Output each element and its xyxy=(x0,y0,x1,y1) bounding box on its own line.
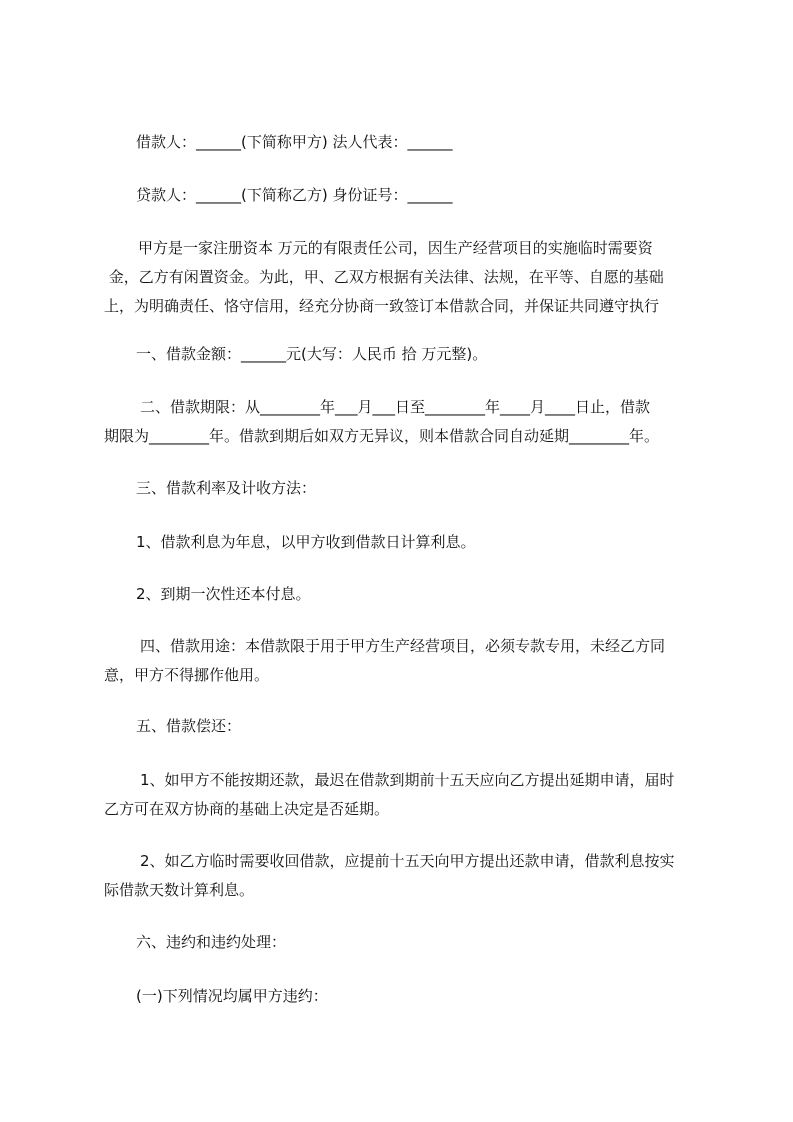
clause-5-item-2-line-1: 2、如乙方临时需要收回借款，应提前十五天向甲方提出还款申请，借款利息按实 xyxy=(140,852,675,870)
clause-3-item-2: 2、到期一次性还本付息。 xyxy=(136,585,311,603)
lender-line: 贷款人：______(下简称乙方) 身份证号：______ xyxy=(136,186,453,204)
clause-5-heading: 五、借款偿还： xyxy=(136,717,242,735)
clause-4-line-2: 意，甲方不得挪作他用。 xyxy=(104,666,270,684)
borrower-line: 借款人：______(下简称甲方) 法人代表：______ xyxy=(136,133,453,151)
clause-2-term-line-1: 二、借款期限：从________年___月___日至________年____月____日止，借款 xyxy=(140,398,651,416)
clause-5-item-2-line-2: 际借款天数计算利息。 xyxy=(104,881,255,899)
intro-line-2: 金，乙方有闲置资金。为此，甲、乙双方根据有关法律、法规，在平等、自愿的基础 xyxy=(104,268,664,286)
clause-6-heading: 六、违约和违约处理： xyxy=(136,933,287,951)
clause-3-heading: 三、借款利率及计收方法： xyxy=(136,479,317,497)
clause-5-item-1-line-2: 乙方可在双方协商的基础上决定是否延期。 xyxy=(104,800,390,818)
clause-4-line-1: 四、借款用途：本借款限于用于甲方生产经营项目，必须专款专用，未经乙方同 xyxy=(140,637,666,655)
clause-1-amount: 一、借款金额：______元(大写：人民币 拾 万元整)。 xyxy=(136,345,488,363)
clause-6-sub-1: (一)下列情况均属甲方违约： xyxy=(136,987,328,1005)
intro-line-3: 上，为明确责任、恪守信用，经充分协商一致签订本借款合同，并保证共同遵守执行 xyxy=(104,297,660,315)
clause-3-item-1: 1、借款利息为年息，以甲方收到借款日计算利息。 xyxy=(136,533,476,551)
intro-line-1: 甲方是一家注册资本 万元的有限责任公司，因生产经营项目的实施临时需要资 xyxy=(138,239,653,257)
clause-2-term-line-2: 期限为________年。借款到期后如双方无异议，则本借款合同自动延期________年。 xyxy=(104,427,660,445)
clause-5-item-1-line-1: 1、如甲方不能按期还款，最迟在借款到期前十五天应向乙方提出延期申请，届时 xyxy=(140,771,675,789)
